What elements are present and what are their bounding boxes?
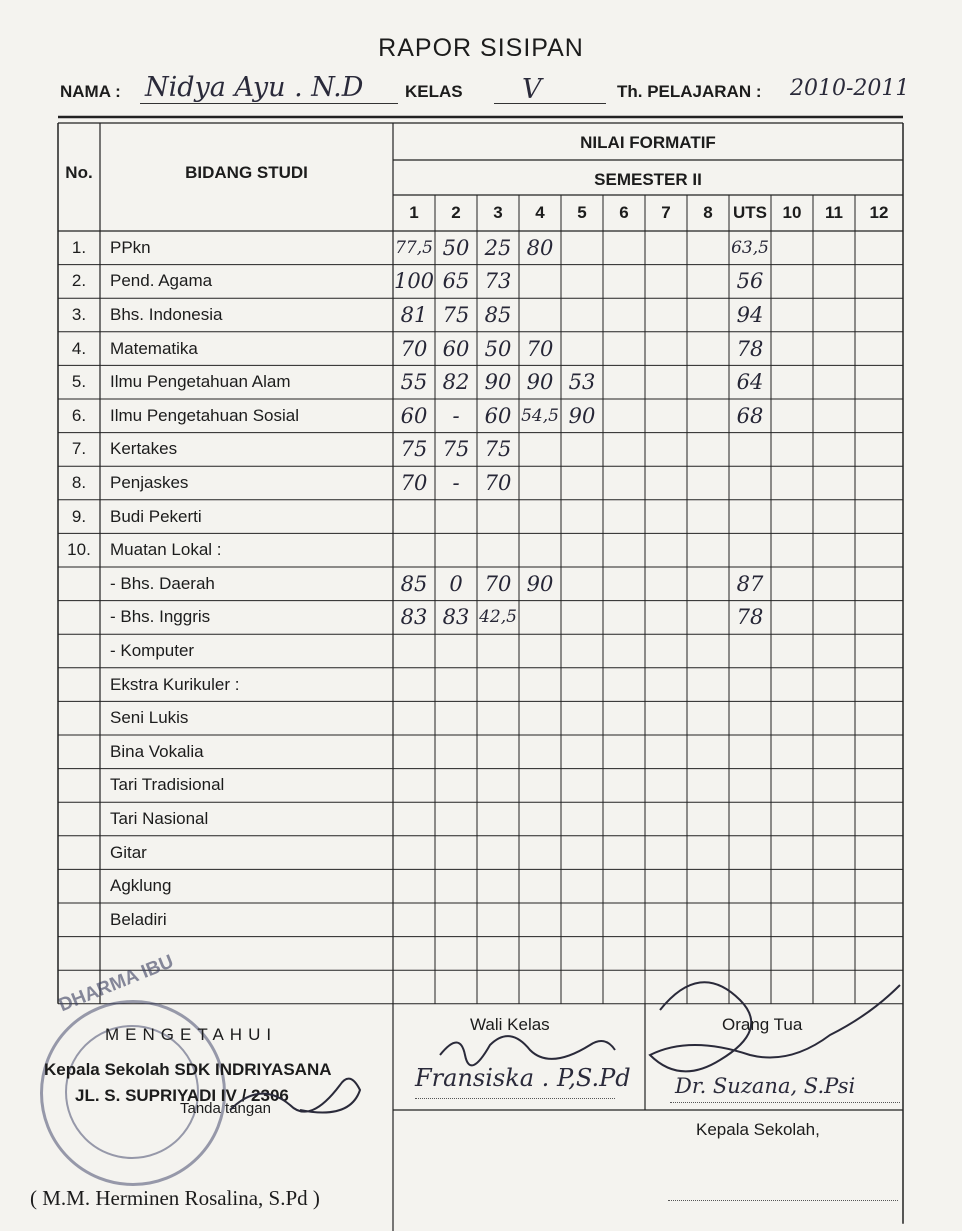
column-number-6: 6: [619, 203, 629, 222]
score-cell: 54,5: [521, 405, 559, 426]
kepala-sekolah-label: Kepala Sekolah,: [696, 1120, 820, 1139]
nama-value: Nidya Ayu . N.D: [145, 72, 364, 103]
orang-tua-dotted-line: [670, 1102, 900, 1103]
score-cell: 65: [442, 269, 470, 294]
principal-signature: [230, 1079, 360, 1113]
subject-name: Penjaskes: [110, 472, 189, 492]
column-number-8: 8: [703, 203, 713, 222]
subject-name: Seni Lukis: [110, 708, 189, 728]
wali-kelas-label: Wali Kelas: [470, 1015, 550, 1034]
score-cell: 85: [484, 302, 512, 327]
score-cell: 60: [484, 403, 512, 428]
subject-name: Matematika: [110, 338, 198, 358]
mengetahui-label: MENGETAHUI: [105, 1025, 278, 1044]
column-header-bidang-studi: BIDANG STUDI: [185, 163, 308, 182]
score-cell: 68: [736, 403, 764, 428]
subject-name: Kertakes: [110, 439, 178, 459]
score-cell: 94: [736, 302, 764, 327]
column-number-11: 11: [825, 203, 843, 222]
subject-name: Gitar: [110, 842, 147, 862]
subject-name: - Bhs. Inggris: [110, 607, 211, 627]
score-cell: 100: [393, 269, 435, 294]
column-number-7: 7: [661, 203, 671, 222]
score-cell: 75: [484, 437, 512, 462]
column-number-5: 5: [577, 203, 587, 222]
score-cell: 70: [526, 336, 554, 361]
score-cell: 83: [400, 605, 428, 630]
kelas-value: V: [522, 74, 542, 105]
subject-name: - Komputer: [110, 640, 195, 660]
score-cell: 81: [400, 302, 428, 327]
column-number-10: 10: [782, 203, 802, 222]
score-cell: 50: [484, 336, 512, 361]
column-number-12: 12: [869, 203, 889, 222]
subject-name: PPkn: [110, 237, 151, 257]
score-cell: 55: [400, 370, 428, 395]
wali-kelas-name: Fransiska . P,S.Pd: [415, 1064, 631, 1092]
subject-name: Ilmu Pengetahuan Alam: [110, 372, 291, 392]
stamp-text: DHARMA IBU: [55, 951, 177, 1017]
score-cell: 70: [484, 571, 512, 596]
score-cell: -: [452, 403, 460, 428]
score-cell: 64: [736, 370, 764, 395]
score-cell: 56: [736, 269, 764, 294]
orang-tua-name: Dr. Suzana, S.Psi: [675, 1074, 856, 1098]
score-cell: 85: [400, 571, 428, 596]
score-cell: -: [452, 470, 460, 495]
kepala-sekolah-school-label: Kepala Sekolah SDK INDRIYASANA: [44, 1060, 332, 1079]
score-cell: 60: [442, 336, 470, 361]
score-cell: 82: [442, 370, 470, 395]
row-number: 4.: [71, 338, 87, 358]
score-cell: 60: [400, 403, 428, 428]
subject-name: Tari Nasional: [110, 808, 209, 828]
nama-label: NAMA :: [60, 82, 121, 101]
score-cell: 53: [568, 370, 596, 395]
score-cell: 75: [442, 302, 470, 327]
score-cell: 90: [526, 370, 554, 395]
score-cell: 77,5: [395, 237, 433, 258]
column-number-1: 1: [409, 203, 419, 222]
score-cell: 80: [526, 235, 554, 260]
column-number-3: 3: [493, 203, 503, 222]
column-header-semester: SEMESTER II: [594, 170, 702, 189]
subject-name: Budi Pekerti: [110, 506, 202, 526]
kelas-label: KELAS: [405, 82, 463, 101]
row-number: 7.: [71, 439, 87, 459]
score-cell: 90: [568, 403, 596, 428]
subject-name: - Bhs. Daerah: [110, 573, 215, 593]
subject-name: Pend. Agama: [110, 271, 213, 291]
subject-name: Agklung: [110, 876, 172, 896]
tanda-tangan-label: Tanda tangan: [180, 1100, 271, 1117]
subject-name: Bhs. Indonesia: [110, 304, 223, 324]
score-cell: 63,5: [731, 237, 769, 258]
score-cell: 75: [400, 437, 428, 462]
column-number-9: UTS: [733, 203, 767, 222]
wali-kelas-dotted-line: [415, 1098, 615, 1099]
kepala-sekolah-dotted-line: [668, 1200, 898, 1201]
column-number-4: 4: [535, 203, 545, 222]
principal-name: ( M.M. Herminen Rosalina, S.Pd ): [30, 1186, 320, 1210]
score-cell: 87: [736, 571, 764, 596]
subject-name: Bina Vokalia: [110, 741, 204, 761]
school-address: JL. S. SUPRIYADI IV / 2306: [75, 1086, 289, 1105]
subject-name: Muatan Lokal :: [110, 540, 222, 560]
row-number: 9.: [71, 506, 87, 526]
row-number: 6.: [71, 405, 87, 425]
row-number: 1.: [71, 237, 87, 257]
score-cell: 50: [442, 235, 470, 260]
score-cell: 78: [736, 336, 764, 361]
score-cell: 70: [400, 470, 428, 495]
subject-name: Ilmu Pengetahuan Sosial: [110, 405, 300, 425]
score-cell: 0: [449, 571, 463, 596]
wali-kelas-signature: [440, 1036, 615, 1065]
page-title: RAPOR SISIPAN: [378, 34, 584, 62]
score-cell: 90: [484, 370, 512, 395]
row-number: 3.: [71, 304, 87, 324]
row-number: 2.: [71, 271, 87, 291]
score-cell: 70: [484, 470, 512, 495]
score-cell: 83: [442, 605, 470, 630]
tahun-pelajaran-label: Th. PELAJARAN :: [617, 82, 762, 101]
subject-name: Ekstra Kurikuler :: [110, 674, 240, 694]
score-cell: 90: [526, 571, 554, 596]
column-number-2: 2: [451, 203, 461, 222]
score-cell: 42,5: [479, 607, 517, 628]
column-header-nilai-formatif: NILAI FORMATIF: [580, 133, 716, 152]
row-number: 5.: [71, 372, 87, 392]
tahun-pelajaran-value: 2010-2011: [790, 76, 910, 101]
subject-name: Tari Tradisional: [110, 775, 225, 795]
row-number: 10.: [67, 540, 91, 560]
score-cell: 78: [736, 605, 764, 630]
score-cell: 73: [484, 269, 512, 294]
score-cell: 25: [484, 235, 512, 260]
subject-name: Beladiri: [110, 909, 167, 929]
orang-tua-label: Orang Tua: [722, 1015, 803, 1034]
score-cell: 75: [442, 437, 470, 462]
row-number: 8.: [71, 472, 87, 492]
score-cell: 70: [400, 336, 428, 361]
column-header-no: No.: [65, 163, 93, 182]
